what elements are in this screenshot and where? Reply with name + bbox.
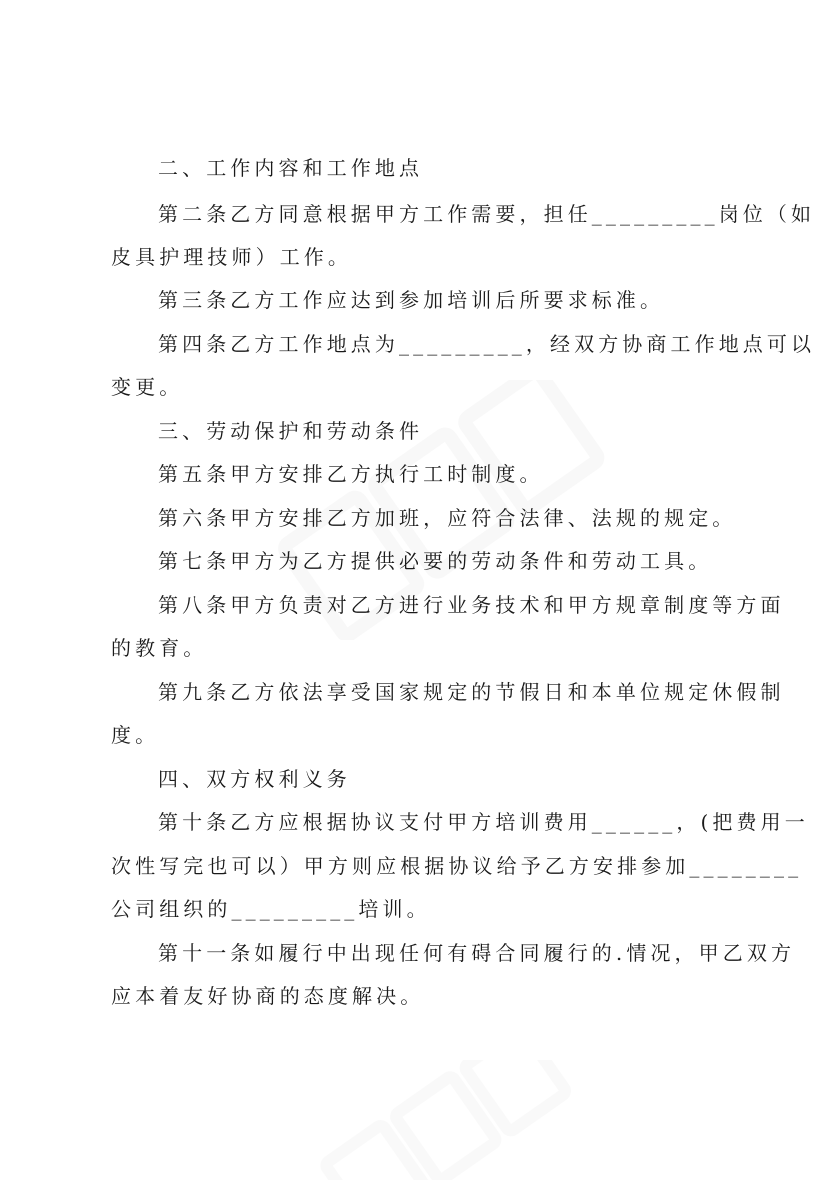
clause-9-line-2: 度。 <box>111 723 160 747</box>
clause-6: 第六条甲方安排乙方加班，应符合法律、法规的规定。 <box>158 506 737 530</box>
section-heading-3: 三、劳动保护和劳动条件 <box>158 419 424 443</box>
clause-7: 第七条甲方为乙方提供必要的劳动条件和劳动工具。 <box>158 549 713 573</box>
clause-10-line-3: 公司组织的_________培训。 <box>111 897 431 921</box>
clause-8-line-1: 第八条甲方负责对乙方进行业务技术和甲方规章制度等方面 <box>158 593 785 617</box>
clause-10-line-1: 第十条乙方应根据协议支付甲方培训费用______，(把费用一 <box>158 810 809 834</box>
clause-11-line-2: 应本着友好协商的态度解决。 <box>111 984 425 1008</box>
clause-3: 第三条乙方工作应达到参加培训后所要求标准。 <box>158 288 665 312</box>
section-heading-4: 四、双方权利义务 <box>158 767 351 791</box>
clause-4-line-2: 变更。 <box>111 375 184 399</box>
clause-2-line-2: 皮具护理技师）工作。 <box>111 245 352 269</box>
watermark-icon-bottom <box>300 1060 580 1180</box>
clause-10-line-2: 次性写完也可以）甲方则应根据协议给予乙方安排参加________ <box>111 854 803 878</box>
clause-5: 第五条甲方安排乙方执行工时制度。 <box>158 462 544 486</box>
clause-2-line-1: 第二条乙方同意根据甲方工作需要，担任_________岗位（如 <box>158 202 816 226</box>
clause-9-line-1: 第九条乙方依法享受国家规定的节假日和本单位规定休假制 <box>158 680 785 704</box>
section-heading-2: 二、工作内容和工作地点 <box>158 156 424 180</box>
clause-11-line-1: 第十一条如履行中出现任何有碍合同履行的.情况，甲乙双方 <box>158 941 796 965</box>
clause-8-line-2: 的教育。 <box>111 636 208 660</box>
clause-4-line-1: 第四条乙方工作地点为_________，经双方协商工作地点可以 <box>158 332 816 356</box>
